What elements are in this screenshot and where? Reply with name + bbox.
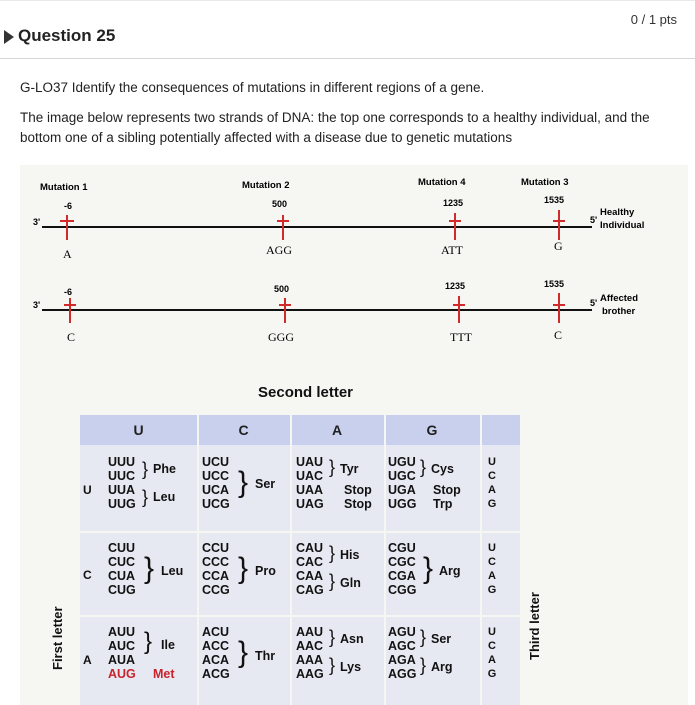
- dna-strands-diagram: [20, 165, 688, 385]
- codon-acg: ACG: [202, 667, 230, 681]
- brace-ac: }: [238, 636, 249, 669]
- codon-ugu: UGU: [388, 455, 416, 469]
- codon-acu: ACU: [202, 625, 230, 639]
- col-divider-3: [384, 415, 386, 705]
- codon-uuu: UUU: [108, 455, 136, 469]
- header-u: U: [80, 415, 199, 445]
- brace-uc: }: [238, 466, 249, 499]
- third-letters-u-block: [486, 455, 498, 511]
- third-c1: C: [488, 470, 496, 482]
- stop-uag: Stop: [344, 497, 372, 511]
- codons-aa: [296, 625, 324, 681]
- brace-ca: } }: [329, 543, 336, 591]
- first-u: U: [83, 483, 92, 497]
- bottom-base3: C: [554, 328, 563, 342]
- top-5prime-label: 5': [590, 215, 598, 225]
- codon-aag: AAG: [296, 667, 324, 681]
- third-u3: U: [488, 626, 496, 638]
- brace-aa: } }: [329, 627, 336, 675]
- question-title: Question 25: [18, 26, 116, 45]
- codon-aug: AUG: [108, 667, 136, 681]
- codon-cgc: CGC: [388, 555, 416, 569]
- first-a: A: [83, 653, 92, 667]
- codons-uu: [108, 455, 136, 511]
- bottom-base4: TTT: [450, 330, 472, 344]
- third-u2: U: [488, 542, 496, 554]
- codon-uag: UAG: [296, 497, 324, 511]
- codons-uc: [202, 455, 230, 511]
- mutation1-label: Mutation 1: [40, 182, 88, 193]
- codon-uga: UGA: [388, 483, 416, 497]
- codon-uac: UAC: [296, 469, 324, 483]
- codon-ucu: UCU: [202, 455, 230, 469]
- codons-cg: [388, 541, 416, 597]
- top-base2: AGG: [266, 243, 292, 257]
- codon-caa: CAA: [296, 569, 324, 583]
- codon-cag: CAG: [296, 583, 324, 597]
- codon-uaa: UAA: [296, 483, 324, 497]
- third-letter-label: Third letter: [527, 592, 542, 660]
- codon-cgg: CGG: [388, 583, 417, 597]
- bottom-pos3: 1535: [544, 279, 565, 289]
- codon-agg: AGG: [388, 667, 417, 681]
- codon-aua: AUA: [108, 653, 136, 667]
- brace-cu: }: [144, 552, 155, 585]
- header-divider: [0, 58, 695, 59]
- top-base1: A: [63, 247, 72, 261]
- aa-pro: Pro: [255, 564, 276, 578]
- question-prompt: The image below represents two strands of DNA: the top one corresponds to a healthy individual, and the bottom one of a sibling potentially affected with a disease due to genetic mutations: [20, 110, 650, 145]
- bottom-pos1: -6: [64, 287, 73, 297]
- codon-aga: AGA: [388, 653, 416, 667]
- question-header: [0, 22, 695, 52]
- third-c3: C: [488, 640, 496, 652]
- top-pos4: 1235: [443, 198, 464, 208]
- third-letters-a-block: [486, 625, 498, 681]
- third-g3: G: [487, 668, 497, 680]
- col-divider-2: [290, 415, 292, 705]
- first-letter-label: First letter: [50, 606, 65, 670]
- third-u1: U: [488, 456, 496, 468]
- top-3prime-label: 3': [33, 217, 41, 227]
- brace-uu: } }: [142, 459, 149, 507]
- codons-ua: [296, 455, 324, 511]
- stop-uga: Stop: [433, 483, 461, 497]
- codon-uug: UUG: [108, 497, 136, 511]
- codon-aau: AAU: [296, 625, 324, 639]
- codon-ucg: UCG: [202, 497, 230, 511]
- top-pos2: 500: [272, 199, 288, 209]
- top-border: [0, 0, 695, 1]
- stop-uaa: Stop: [344, 483, 372, 497]
- bottom-base2: GGG: [268, 330, 294, 344]
- codon-uau: UAU: [296, 455, 324, 469]
- codon-cca: CCA: [202, 569, 230, 583]
- third-a1: A: [488, 484, 496, 496]
- codon-ccu: CCU: [202, 541, 230, 555]
- bottom-mutation-markers: [64, 293, 565, 323]
- codon-uuc: UUC: [108, 469, 136, 483]
- codon-cac: CAC: [296, 555, 324, 569]
- brace-au: }: [144, 628, 153, 655]
- top-base3: G: [554, 239, 563, 253]
- third-g2: G: [487, 584, 497, 596]
- header-a: A: [290, 415, 386, 445]
- aa-phe: Phe: [153, 462, 176, 476]
- codon-cga: CGA: [388, 569, 416, 583]
- header-g: G: [384, 415, 482, 445]
- aa-arg-1: Arg: [439, 564, 461, 578]
- codons-ca: [296, 541, 324, 597]
- points-label: 0 / 1 pts: [630, 12, 677, 27]
- top-base4: ATT: [441, 243, 463, 257]
- learning-objective: G-LO37 Identify the consequences of mutations in different regions of a gene.: [20, 80, 485, 95]
- col-divider-4: [480, 415, 482, 705]
- top-mutation-markers: [60, 210, 565, 240]
- aa-gln: Gln: [340, 576, 361, 590]
- aa-ser-2: Ser: [431, 632, 452, 646]
- codon-aaa: AAA: [296, 653, 324, 667]
- header-c: C: [197, 415, 292, 445]
- mutation2-label: Mutation 2: [242, 180, 290, 191]
- codon-aac: AAC: [296, 639, 324, 653]
- codon-aca: ACA: [202, 653, 230, 667]
- aa-trp: Trp: [433, 497, 453, 511]
- codon-ugc: UGC: [388, 469, 416, 483]
- mutation4-label: Mutation 4: [418, 177, 466, 188]
- codon-cgu: CGU: [388, 541, 416, 555]
- codons-au: [108, 625, 136, 681]
- affected-label-1: Affected: [600, 293, 639, 304]
- codons-ug: [388, 455, 416, 511]
- codon-ugg: UGG: [388, 497, 417, 511]
- third-letters-c-block: [486, 541, 498, 597]
- aa-thr: Thr: [255, 649, 276, 663]
- brace-cc: }: [238, 552, 249, 585]
- header-blank: [480, 415, 520, 445]
- codon-cug: CUG: [108, 583, 136, 597]
- codon-cua: CUA: [108, 569, 136, 583]
- third-a2: A: [488, 570, 496, 582]
- aa-met: Met: [153, 667, 175, 681]
- bottom-3prime-label: 3': [33, 300, 41, 310]
- codon-uua: UUA: [108, 483, 136, 497]
- codon-acc: ACC: [202, 639, 230, 653]
- row-divider-2: [80, 615, 520, 617]
- aa-ser-1: Ser: [255, 477, 276, 491]
- codon-ccg: CCG: [202, 583, 230, 597]
- first-c: C: [83, 568, 92, 582]
- codon-cuc: CUC: [108, 555, 136, 569]
- codons-ag: [388, 625, 416, 681]
- aa-tyr: Tyr: [340, 462, 359, 476]
- codon-uca: UCA: [202, 483, 230, 497]
- brace-ua: }: [329, 457, 336, 477]
- aa-cys: Cys: [431, 462, 454, 476]
- row-divider-1: [80, 531, 520, 533]
- codon-cuu: CUU: [108, 541, 136, 555]
- healthy-label-1: Healthy: [600, 207, 635, 218]
- aa-ile: Ile: [161, 638, 175, 652]
- current-question-marker-icon: [4, 30, 14, 44]
- codons-ac: [202, 625, 230, 681]
- aa-arg-2: Arg: [431, 660, 453, 674]
- aa-lys: Lys: [340, 660, 362, 674]
- aa-his: His: [340, 548, 360, 562]
- codon-agc: AGC: [388, 639, 416, 653]
- affected-label-2: brother: [602, 306, 636, 317]
- healthy-label-2: Individual: [600, 220, 645, 231]
- codon-auu: AUU: [108, 625, 136, 639]
- brace-ag: } }: [420, 627, 427, 675]
- aa-asn: Asn: [340, 632, 364, 646]
- codon-agu: AGU: [388, 625, 416, 639]
- codon-ccc: CCC: [202, 555, 230, 569]
- aa-leu-2: Leu: [161, 564, 184, 578]
- second-letter-title: Second letter: [258, 384, 354, 401]
- bottom-pos2: 500: [274, 284, 290, 294]
- codon-ucc: UCC: [202, 469, 230, 483]
- third-g1: G: [487, 498, 497, 510]
- mutation3-label: Mutation 3: [521, 177, 569, 188]
- codons-cu: [108, 541, 136, 597]
- brace-cg: }: [423, 552, 434, 585]
- bottom-5prime-label: 5': [590, 298, 598, 308]
- third-a3: A: [488, 654, 496, 666]
- top-pos3: 1535: [544, 195, 565, 205]
- col-divider-1: [197, 415, 199, 705]
- top-pos1: -6: [64, 201, 73, 211]
- codon-auc: AUC: [108, 639, 136, 653]
- brace-ug: }: [420, 457, 427, 477]
- bottom-base1: C: [67, 330, 76, 344]
- dna-figure: [20, 165, 688, 705]
- codon-cau: CAU: [296, 541, 324, 555]
- third-c2: C: [488, 556, 496, 568]
- aa-leu-1: Leu: [153, 490, 176, 504]
- bottom-pos4: 1235: [445, 281, 466, 291]
- codons-cc: [202, 541, 230, 597]
